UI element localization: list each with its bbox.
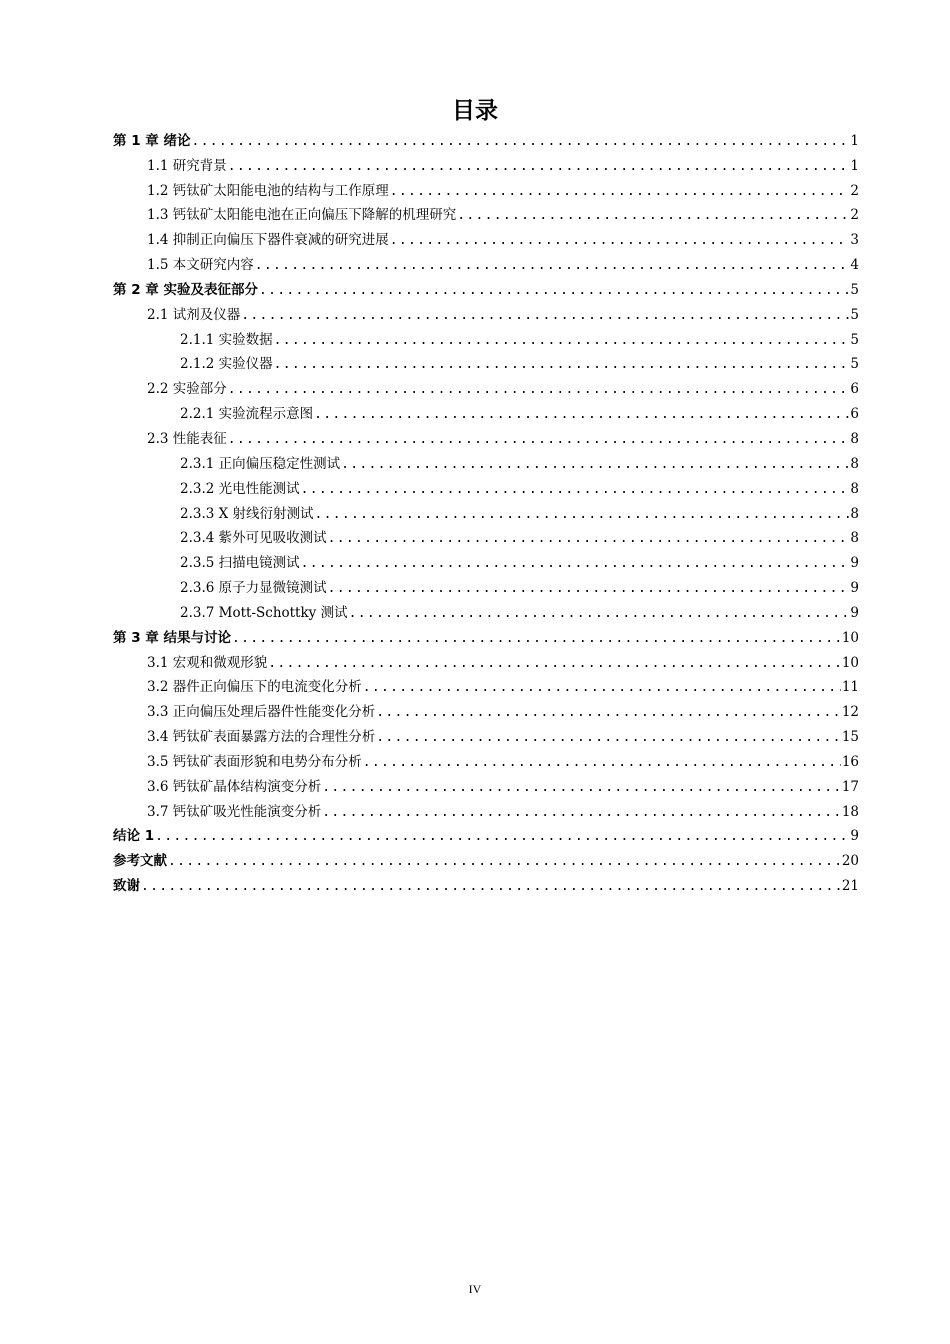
toc-leader-dots xyxy=(274,357,850,372)
toc-entry-page: 9 xyxy=(850,604,859,621)
toc-entry[interactable] xyxy=(113,223,859,248)
toc-entry[interactable] xyxy=(113,323,859,348)
toc-leader-dots xyxy=(322,805,841,820)
toc-entry[interactable] xyxy=(113,149,859,174)
toc-entry-page: 11 xyxy=(841,679,859,696)
toc-entry-label: 2.2 实验部分 xyxy=(147,381,227,398)
toc-entry-page: 6 xyxy=(850,406,859,423)
toc-list xyxy=(113,124,859,894)
toc-entry-page: 8 xyxy=(850,455,859,472)
toc-entry-label: 1.4 抑制正向偏压下器件衰减的研究进展 xyxy=(147,232,389,249)
toc-leader-dots xyxy=(274,333,850,348)
toc-entry-label: 1.2 钙钛矿太阳能电池的结构与工作原理 xyxy=(147,182,389,199)
toc-entry-label: 致谢 xyxy=(113,878,140,895)
toc-entry-page: 6 xyxy=(850,381,859,398)
toc-entry-label: 3.5 钙钛矿表面形貌和电势分布分析 xyxy=(147,753,362,770)
toc-entry-label: 2.3.2 光电性能测试 xyxy=(180,480,300,497)
toc-leader-dots xyxy=(255,258,850,273)
toc-entry[interactable] xyxy=(113,124,859,149)
toc-entry-page: 17 xyxy=(841,778,859,795)
toc-entry-page: 8 xyxy=(850,530,859,547)
toc-leader-dots xyxy=(363,680,841,695)
toc-leader-dots xyxy=(259,283,849,298)
toc-leader-dots xyxy=(328,531,850,546)
toc-entry[interactable] xyxy=(113,671,859,696)
page-number: IV xyxy=(468,1282,482,1296)
toc-entry-label: 3.2 器件正向偏压下的电流变化分析 xyxy=(147,679,362,696)
toc-leader-dots xyxy=(155,829,849,844)
toc-entry-label: 3.7 钙钛矿吸光性能演变分析 xyxy=(147,803,322,820)
toc-entry-page: 2 xyxy=(850,182,859,199)
toc-entry-page: 10 xyxy=(841,629,859,646)
toc-entry[interactable] xyxy=(113,695,859,720)
toc-leader-dots xyxy=(228,159,850,174)
toc-entry-label: 2.1 试剂及仪器 xyxy=(147,306,241,323)
toc-entry-page: 1 xyxy=(850,132,859,149)
toc-entry[interactable] xyxy=(113,820,859,845)
toc-entry[interactable] xyxy=(113,472,859,497)
toc-entry-label: 2.3 性能表征 xyxy=(147,430,227,447)
toc-leader-dots xyxy=(390,184,850,199)
toc-entry[interactable] xyxy=(113,621,859,646)
toc-title: 目录 xyxy=(452,98,498,124)
toc-entry-label: 2.3.3 X 射线衍射测试 xyxy=(180,505,314,522)
toc-leader-dots xyxy=(192,134,850,149)
toc-entry-page: 1 xyxy=(850,157,859,174)
toc-entry[interactable] xyxy=(113,869,859,894)
toc-entry-page: 9 xyxy=(850,555,859,572)
toc-leader-dots xyxy=(241,308,849,323)
toc-entry-page: 2 xyxy=(850,207,859,224)
toc-leader-dots xyxy=(457,208,849,223)
toc-entry-label: 2.3.7 Mott-Schottky 测试 xyxy=(180,604,348,621)
toc-entry[interactable] xyxy=(113,348,859,373)
toc-entry-page: 10 xyxy=(841,654,859,671)
toc-entry[interactable] xyxy=(113,795,859,820)
toc-entry[interactable] xyxy=(113,571,859,596)
toc-entry-label: 第 3 章 结果与讨论 xyxy=(113,629,231,646)
toc-entry-page: 8 xyxy=(850,430,859,447)
toc-entry-page: 15 xyxy=(841,729,859,746)
toc-entry-label: 3.4 钙钛矿表面暴露方法的合理性分析 xyxy=(147,729,376,746)
toc-entry-page: 21 xyxy=(841,878,859,895)
toc-entry-label: 1.1 研究背景 xyxy=(147,157,227,174)
toc-entry-page: 5 xyxy=(850,281,859,298)
toc-leader-dots xyxy=(268,656,841,671)
toc-leader-dots xyxy=(301,556,850,571)
toc-leader-dots xyxy=(228,432,850,447)
toc-entry-label: 3.3 正向偏压处理后器件性能变化分析 xyxy=(147,704,376,721)
toc-entry-page: 18 xyxy=(841,803,859,820)
toc-entry[interactable] xyxy=(113,596,859,621)
toc-entry-label: 结论 1 xyxy=(113,828,155,845)
toc-entry-label: 2.1.1 实验数据 xyxy=(180,331,273,348)
toc-entry-page: 12 xyxy=(841,704,859,721)
toc-entry-label: 2.3.1 正向偏压稳定性测试 xyxy=(180,455,341,472)
toc-entry-label: 2.3.6 原子力显微镜测试 xyxy=(180,580,327,597)
toc-entry[interactable] xyxy=(113,844,859,869)
toc-entry[interactable] xyxy=(113,646,859,671)
toc-entry[interactable] xyxy=(113,745,859,770)
toc-entry[interactable] xyxy=(113,199,859,224)
toc-entry-page: 9 xyxy=(850,828,859,845)
toc-entry-page: 20 xyxy=(841,853,859,870)
toc-leader-dots xyxy=(141,879,841,894)
toc-entry-label: 2.3.4 紫外可见吸收测试 xyxy=(180,530,327,547)
toc-entry-page: 3 xyxy=(850,232,859,249)
toc-leader-dots xyxy=(328,581,850,596)
toc-entry[interactable] xyxy=(113,422,859,447)
toc-entry-label: 第 1 章 绪论 xyxy=(113,132,191,149)
toc-entry[interactable] xyxy=(113,447,859,472)
toc-entry[interactable] xyxy=(113,397,859,422)
toc-entry-label: 参考文献 xyxy=(113,853,167,870)
toc-entry[interactable] xyxy=(113,273,859,298)
toc-entry[interactable] xyxy=(113,372,859,397)
toc-entry[interactable] xyxy=(113,174,859,199)
toc-leader-dots xyxy=(232,631,841,646)
toc-entry-page: 5 xyxy=(850,331,859,348)
toc-leader-dots xyxy=(376,730,841,745)
toc-entry[interactable] xyxy=(113,497,859,522)
toc-entry-page: 8 xyxy=(850,505,859,522)
toc-leader-dots xyxy=(168,854,841,869)
toc-leader-dots xyxy=(315,507,850,522)
toc-entry-label: 2.1.2 实验仪器 xyxy=(180,356,273,373)
toc-leader-dots xyxy=(228,382,850,397)
toc-entry-page: 16 xyxy=(841,753,859,770)
toc-entry-label: 1.5 本文研究内容 xyxy=(147,257,254,274)
toc-entry-label: 3.6 钙钛矿晶体结构演变分析 xyxy=(147,778,322,795)
toc-entry[interactable] xyxy=(113,248,859,273)
toc-entry-page: 4 xyxy=(850,257,859,274)
toc-entry[interactable] xyxy=(113,522,859,547)
toc-leader-dots xyxy=(341,457,849,472)
toc-leader-dots xyxy=(363,755,841,770)
toc-entry-label: 2.2.1 实验流程示意图 xyxy=(180,406,314,423)
toc-entry-page: 5 xyxy=(850,306,859,323)
toc-entry-page: 8 xyxy=(850,480,859,497)
toc-entry-label: 2.3.5 扫描电镜测试 xyxy=(180,555,300,572)
toc-entry-label: 3.1 宏观和微观形貌 xyxy=(147,654,268,671)
toc-entry[interactable] xyxy=(113,720,859,745)
toc-entry[interactable] xyxy=(113,770,859,795)
toc-leader-dots xyxy=(301,482,850,497)
toc-leader-dots xyxy=(314,407,849,422)
toc-leader-dots xyxy=(322,780,841,795)
toc-entry[interactable] xyxy=(113,298,859,323)
toc-entry[interactable] xyxy=(113,546,859,571)
toc-leader-dots xyxy=(349,606,850,621)
toc-leader-dots xyxy=(390,233,850,248)
toc-entry-page: 5 xyxy=(850,356,859,373)
toc-entry-label: 1.3 钙钛矿太阳能电池在正向偏压下降解的机理研究 xyxy=(147,207,457,224)
toc-entry-page: 9 xyxy=(850,580,859,597)
toc-leader-dots xyxy=(376,705,841,720)
toc-entry-label: 第 2 章 实验及表征部分 xyxy=(113,281,258,298)
